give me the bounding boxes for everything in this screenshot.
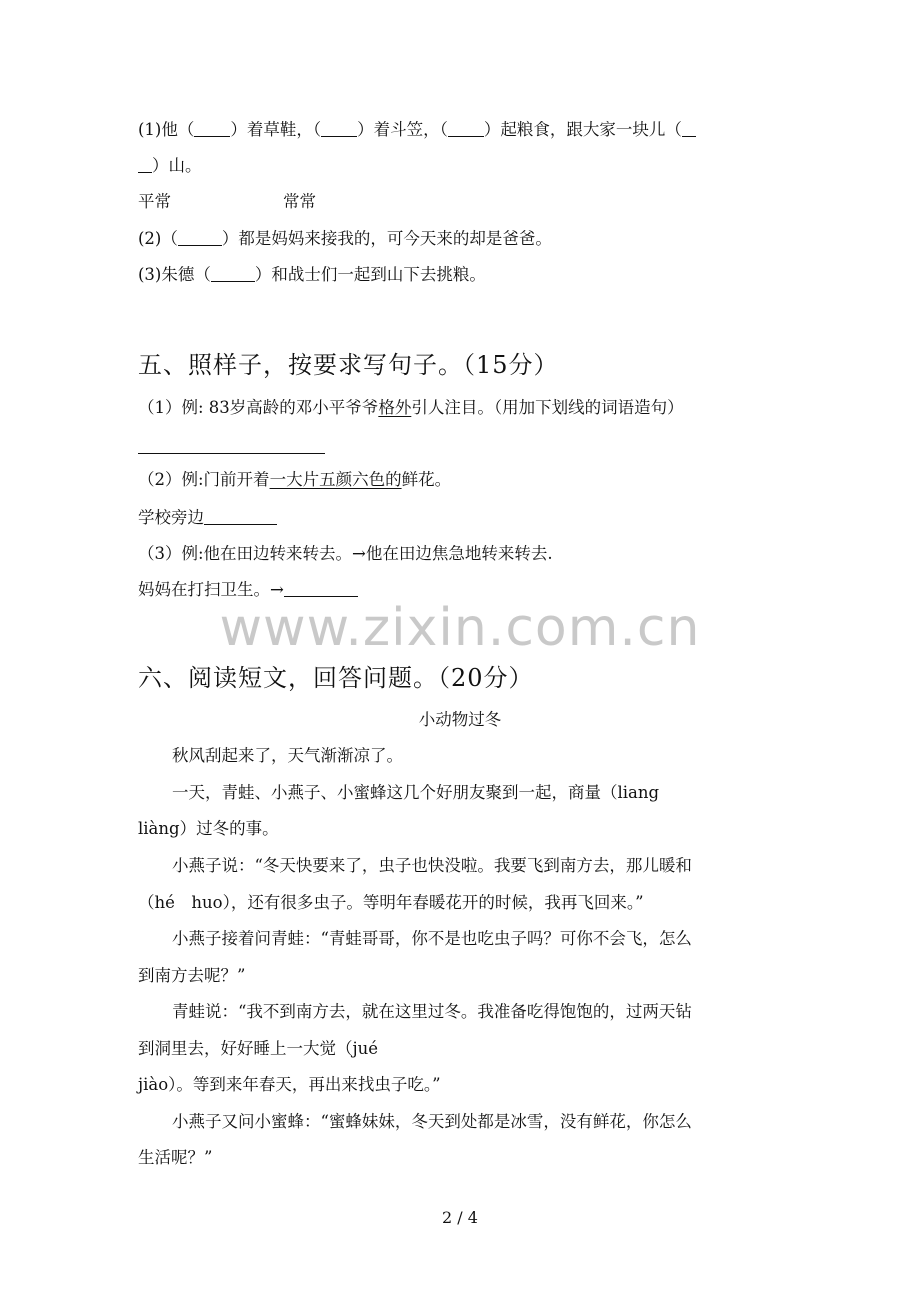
text: 妈妈在打扫卫生。→ bbox=[138, 580, 284, 599]
example-2-prompt bbox=[138, 507, 277, 529]
paragraph-2: 一天，青蛙、小燕子、小蜜蜂这几个好朋友聚到一起，商量（liang bbox=[172, 783, 660, 802]
fill-blank[interactable] bbox=[138, 157, 152, 173]
fill-blank[interactable] bbox=[211, 266, 255, 282]
text: ）都是妈妈来接我的，可今天来的却是爸爸。 bbox=[221, 229, 552, 248]
paragraph-6-cont: 生活呢？” bbox=[138, 1148, 213, 1167]
answer-blank[interactable] bbox=[204, 509, 277, 525]
example-3: （3）例:他在田边转来转去。→他在田边焦急地转来转去. bbox=[138, 544, 553, 563]
section-6-heading: 六、阅读短文，回答问题。（20分） bbox=[138, 664, 534, 692]
answer-blank[interactable] bbox=[284, 581, 358, 597]
text: ）起粮食，跟大家一块儿（ bbox=[483, 120, 682, 139]
word-choice: 常常 bbox=[283, 192, 316, 211]
paragraph-4: 小燕子接着问青蛙：“青蛙哥哥，你不是也吃虫子吗？可你不会飞，怎么 bbox=[172, 929, 692, 948]
fill-blank[interactable] bbox=[321, 121, 357, 137]
underlined-phrase: 一大片五颜六色的 bbox=[269, 470, 402, 489]
text: ）山。 bbox=[152, 156, 202, 175]
paragraph-2-cont: liàng）过冬的事。 bbox=[138, 819, 279, 838]
paragraph-1: 秋风刮起来了，天气渐渐凉了。 bbox=[172, 746, 403, 765]
paragraph-3-cont: （hé huo），还有很多虫子。等明年春暖花开的时候，我再飞回来。” bbox=[138, 893, 644, 912]
fill-blank[interactable] bbox=[194, 121, 230, 137]
paragraph-5-cont: 到洞里去，好好睡上一大觉（jué bbox=[138, 1039, 379, 1058]
word-choices bbox=[138, 191, 316, 213]
underlined-word: 格外 bbox=[378, 398, 412, 417]
q4-sentence-3 bbox=[138, 264, 486, 286]
watermark: www.zixin.com.cn bbox=[219, 598, 701, 658]
passage-title: 小动物过冬 bbox=[418, 710, 502, 729]
paragraph-3: 小燕子说：“冬天快要来了，虫子也快没啦。我要飞到南方去，那儿暖和 bbox=[172, 856, 692, 875]
text: ）着斗笠，（ bbox=[357, 120, 448, 139]
answer-line[interactable] bbox=[138, 453, 325, 454]
word-choice: 平常 bbox=[138, 192, 171, 211]
text: 引人注目。（用加下划线的词语造句） bbox=[411, 398, 684, 417]
text: 鲜花。 bbox=[401, 470, 452, 489]
text: （2）例:门前开着 bbox=[138, 470, 270, 489]
text: ）着草鞋，（ bbox=[230, 120, 322, 139]
fill-blank[interactable] bbox=[448, 121, 484, 137]
text: ）和战士们一起到山下去挑粮。 bbox=[254, 265, 486, 284]
page-number: 2 / 4 bbox=[442, 1208, 478, 1227]
section-5-heading: 五、照样子，按要求写句子。（15分） bbox=[138, 351, 559, 379]
paragraph-4-cont: 到南方去呢？” bbox=[138, 966, 246, 985]
fill-blank[interactable] bbox=[682, 121, 696, 137]
example-1 bbox=[138, 397, 684, 419]
text: （1）例: 83岁高龄的邓小平爷爷 bbox=[138, 398, 379, 417]
paragraph-5-cont2: jiào）。等到来年春天，再出来找虫子吃。” bbox=[138, 1075, 441, 1094]
paragraph-5: 青蛙说：“我不到南方去，就在这里过冬。我准备吃得饱饱的，过两天钻 bbox=[172, 1002, 692, 1021]
text: (3)朱德（ bbox=[138, 265, 211, 284]
text: (1)他（ bbox=[138, 120, 195, 139]
q4-sentence-1-cont bbox=[138, 155, 202, 177]
fill-blank[interactable] bbox=[178, 230, 222, 246]
q4-sentence-2 bbox=[138, 228, 552, 250]
q4-sentence-1 bbox=[138, 119, 696, 141]
text: (2)（ bbox=[138, 229, 178, 248]
example-2 bbox=[138, 469, 451, 491]
paragraph-6: 小燕子又问小蜜蜂：“蜜蜂妹妹，冬天到处都是冰雪，没有鲜花，你怎么 bbox=[172, 1112, 692, 1131]
text: 学校旁边 bbox=[138, 508, 204, 527]
